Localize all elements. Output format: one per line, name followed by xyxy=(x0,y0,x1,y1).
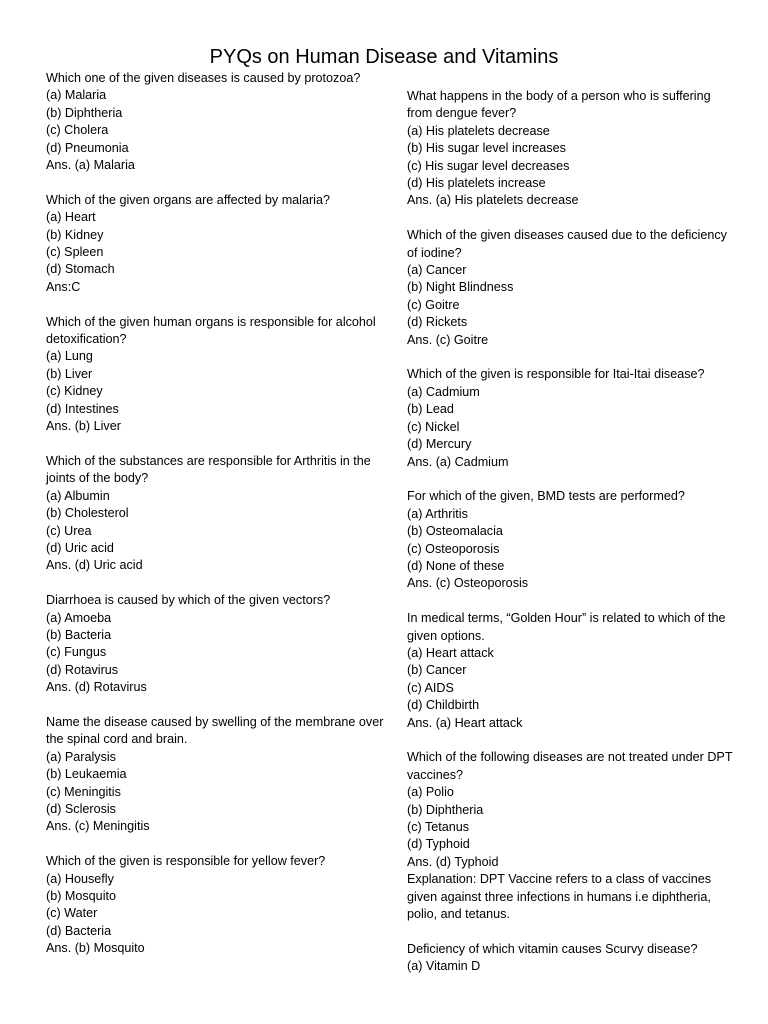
answer-text: Ans. (a) Malaria xyxy=(46,158,135,173)
option-a: (a) Cancer xyxy=(407,263,467,278)
option-d: (d) Rickets xyxy=(407,315,468,330)
question-text: Which of the given is responsible for Itai-Itai disease? xyxy=(407,367,705,382)
answer-text: Ans. (c) Goitre xyxy=(407,332,489,347)
option-b: (b) Night Blindness xyxy=(407,280,514,295)
option-a: (a) Vitamin D xyxy=(407,959,481,974)
option-a: (a) Polio xyxy=(407,785,454,800)
question-text: Which of the given diseases caused due to the deficiency of iodine? xyxy=(407,228,727,260)
answer-text: Ans:C xyxy=(46,279,81,294)
question-text: Which of the given human organs is responsible for alcohol detoxification? xyxy=(46,314,376,347)
answer-text: Ans. (d) Rotavirus xyxy=(46,680,147,695)
right-column xyxy=(407,88,737,993)
option-b: (b) Mosquito xyxy=(46,889,116,903)
answer-text: Ans. (a) Cadmium xyxy=(407,454,509,469)
answer-text: Ans. (d) Typhoid xyxy=(407,854,499,869)
option-a: (a) Cadmium xyxy=(407,384,480,399)
option-b: (b) Osteomalacia xyxy=(407,524,503,539)
left-column xyxy=(46,70,384,975)
answer-text: Ans. (a) His platelets decrease xyxy=(407,193,579,208)
option-a: (a) Arthritis xyxy=(407,506,468,521)
question-block xyxy=(407,227,737,349)
question-text: In medical terms, “Golden Hour” is related to which of the given options. xyxy=(407,611,726,643)
option-b: (b) Kidney xyxy=(46,227,104,242)
option-a: (a) Lung xyxy=(46,349,93,364)
page-title: PYQs on Human Disease and Vitamins xyxy=(209,46,559,68)
option-a: (a) Albumin xyxy=(46,488,110,503)
question-text: What happens in the body of a person who is suffering from dengue fever? xyxy=(407,89,711,121)
option-a: (a) Heart attack xyxy=(407,645,494,660)
answer-text: Ans. (a) Heart attack xyxy=(407,715,523,730)
option-c: (c) Kidney xyxy=(46,384,103,399)
question-block xyxy=(46,314,384,436)
option-a: (a) Heart xyxy=(46,210,96,225)
question-text: Deficiency of which vitamin causes Scurvy disease? xyxy=(407,941,698,956)
option-d: (d) Bacteria xyxy=(46,923,112,938)
option-b: (b) Lead xyxy=(407,402,454,417)
option-a: (a) Housefly xyxy=(46,871,114,886)
answer-text: Ans. (b) Liver xyxy=(46,419,121,434)
option-a: (a) Amoeba xyxy=(46,610,112,625)
question-block xyxy=(407,941,737,976)
question-text: Diarrhoea is caused by which of the given vectors? xyxy=(46,593,331,608)
option-b: (b) Cancer xyxy=(407,663,467,678)
question-text: Which of the given organs are affected by malaria? xyxy=(46,192,330,207)
option-c: (c) Nickel xyxy=(407,419,460,434)
option-a: (a) Paralysis xyxy=(46,749,116,764)
option-a: (a) Malaria xyxy=(46,88,107,103)
option-d: (d) Typhoid xyxy=(407,837,470,852)
option-d: (d) Uric acid xyxy=(46,540,114,555)
option-c: (c) AIDS xyxy=(407,680,454,695)
question-block xyxy=(407,488,737,592)
answer-text: Ans. (c) Meningitis xyxy=(46,819,150,834)
option-c: (c) Goitre xyxy=(407,297,460,312)
question-text: For which of the given, BMD tests are performed? xyxy=(407,489,685,504)
answer-text: Ans. (c) Osteoporosis xyxy=(407,576,529,591)
option-c: (c) Spleen xyxy=(46,245,104,260)
question-block xyxy=(46,453,384,575)
question-block xyxy=(407,610,737,732)
option-d: (d) None of these xyxy=(407,558,505,573)
question-text: Which of the substances are responsible for Arthritis in the joints of the body? xyxy=(46,453,371,486)
question-block xyxy=(46,192,384,296)
question-text: Which of the given is responsible for yellow fever? xyxy=(46,854,326,869)
option-d: (d) Childbirth xyxy=(407,698,480,713)
question-block xyxy=(46,70,384,174)
option-c: (c) Cholera xyxy=(46,123,109,138)
option-c: (c) His sugar level decreases xyxy=(407,158,570,173)
question-block xyxy=(407,749,737,923)
option-d: (d) Pneumonia xyxy=(46,140,129,155)
option-b: (b) Leukaemia xyxy=(46,767,127,782)
option-c: (c) Urea xyxy=(46,523,92,538)
answer-text: Ans. (b) Mosquito xyxy=(46,941,145,956)
question-block xyxy=(46,714,384,836)
option-b: (b) Cholesterol xyxy=(46,506,129,521)
option-d: (d) His platelets increase xyxy=(407,176,546,191)
option-a: (a) His platelets decrease xyxy=(407,123,550,138)
option-d: (d) Sclerosis xyxy=(46,801,116,816)
option-c: (c) Fungus xyxy=(46,645,107,660)
question-block xyxy=(407,88,737,210)
question-block xyxy=(46,853,384,957)
option-b: (b) Diphtheria xyxy=(407,802,484,817)
option-d: (d) Mercury xyxy=(407,437,472,452)
answer-text: Ans. (d) Uric acid xyxy=(46,558,143,573)
option-b: (b) Bacteria xyxy=(46,627,112,642)
option-b: (b) Diphtheria xyxy=(46,105,123,120)
option-b: (b) Liver xyxy=(46,366,93,381)
question-block xyxy=(46,592,384,696)
option-d: (d) Stomach xyxy=(46,262,115,277)
question-text: Name the disease caused by swelling of the membrane over the spinal cord and brain. xyxy=(46,714,384,747)
explanation-text: Explanation: DPT Vaccine refers to a class of vaccines given against three infections in humans i.e diphtheria, polio, and tetanus. xyxy=(407,872,712,922)
option-c: (c) Meningitis xyxy=(46,784,121,799)
option-c: (c) Tetanus xyxy=(407,819,470,834)
option-b: (b) His sugar level increases xyxy=(407,141,566,156)
option-d: (d) Rotavirus xyxy=(46,662,119,677)
option-c: (c) Osteoporosis xyxy=(407,541,500,556)
question-text: Which one of the given diseases is caused by protozoa? xyxy=(46,71,361,85)
question-block xyxy=(407,366,737,470)
question-text: Which of the following diseases are not treated under DPT vaccines? xyxy=(407,750,733,782)
option-c: (c) Water xyxy=(46,906,98,921)
option-d: (d) Intestines xyxy=(46,401,119,416)
